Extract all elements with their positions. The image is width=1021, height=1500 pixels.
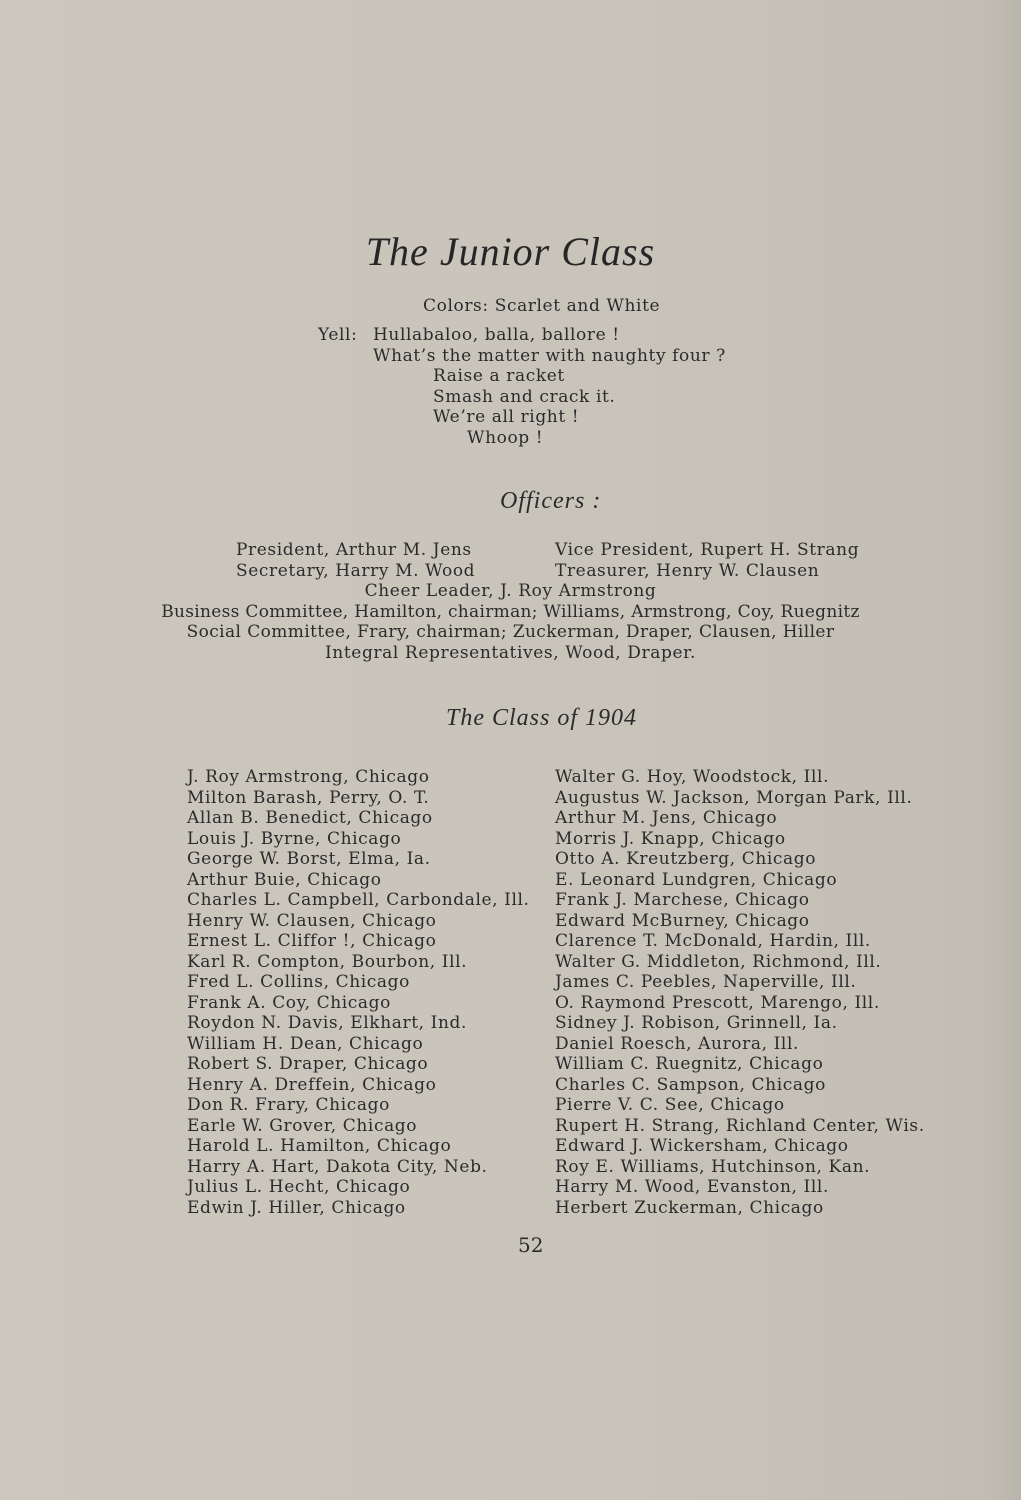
member-name: Roy E. Williams, Hutchinson, Kan. bbox=[555, 1156, 871, 1177]
member-name: Karl R. Compton, Bourbon, Ill. bbox=[187, 951, 468, 972]
member-name: Pierre V. C. See, Chicago bbox=[555, 1095, 785, 1115]
member-name: Edward McBurney, Chicago bbox=[555, 910, 810, 931]
member-name: George W. Borst, Elma, Ia. bbox=[187, 849, 431, 869]
yell-line: Hullabaloo, balla, ballore ! bbox=[373, 325, 620, 345]
member-name: Augustus W. Jackson, Morgan Park, Ill. bbox=[555, 787, 913, 808]
member-name: James C. Peebles, Naperville, Ill. bbox=[555, 972, 857, 992]
member-name: Arthur M. Jens, Chicago bbox=[555, 808, 778, 828]
member-name: William H. Dean, Chicago bbox=[187, 1033, 424, 1054]
officer-treasurer: Treasurer, Henry W. Clausen bbox=[555, 561, 820, 581]
member-name: Julius L. Hecht, Chicago bbox=[187, 1177, 411, 1197]
officer-president: President, Arthur M. Jens bbox=[236, 540, 472, 560]
business-committee: Business Committee, Hamilton, chairman; Williams, Armstrong, Coy, Ruegnitz bbox=[161, 602, 860, 622]
colors-line: Colors: Scarlet and White bbox=[423, 296, 661, 316]
officer-vice-president: Vice President, Rupert H. Strang bbox=[555, 540, 860, 560]
member-name: Fred L. Collins, Chicago bbox=[187, 972, 410, 992]
member-name: O. Raymond Prescott, Marengo, Ill. bbox=[555, 992, 880, 1013]
member-name: Henry W. Clausen, Chicago bbox=[187, 910, 437, 931]
member-name: Charles L. Campbell, Carbondale, Ill. bbox=[187, 890, 530, 910]
member-name: Frank J. Marchese, Chicago bbox=[555, 890, 810, 910]
members-left-column bbox=[187, 767, 530, 1218]
page-number: 52 bbox=[518, 1233, 544, 1257]
member-name: Arthur Buie, Chicago bbox=[187, 869, 382, 890]
member-name: Harold L. Hamilton, Chicago bbox=[187, 1136, 452, 1156]
member-name: Allan B. Benedict, Chicago bbox=[187, 808, 433, 828]
member-name: Edward J. Wickersham, Chicago bbox=[555, 1136, 849, 1156]
member-name: Otto A. Kreutzberg, Chicago bbox=[555, 849, 817, 869]
member-name: Walter G. Middleton, Richmond, Ill. bbox=[555, 951, 882, 972]
member-name: Herbert Zuckerman, Chicago bbox=[555, 1197, 824, 1218]
member-name: Daniel Roesch, Aurora, Ill. bbox=[555, 1033, 799, 1054]
member-name: Harry A. Hart, Dakota City, Neb. bbox=[187, 1156, 488, 1177]
member-name: Henry A. Dreffein, Chicago bbox=[187, 1074, 437, 1095]
yell-line: Whoop ! bbox=[467, 428, 544, 448]
officers-heading: Officers : bbox=[500, 488, 602, 514]
social-committee: Social Committee, Frary, chairman; Zuckerman, Draper, Clausen, Hiller bbox=[186, 622, 835, 642]
class-heading: The Class of 1904 bbox=[446, 705, 638, 731]
yell-line: We’re all right ! bbox=[433, 407, 580, 427]
member-name: E. Leonard Lundgren, Chicago bbox=[555, 869, 838, 890]
member-name: Ernest L. Cliffor !, Chicago bbox=[187, 931, 437, 951]
member-name: Harry M. Wood, Evanston, Ill. bbox=[555, 1177, 829, 1197]
yell-label: Yell: bbox=[318, 325, 358, 345]
member-name: J. Roy Armstrong, Chicago bbox=[187, 767, 430, 787]
member-name: William C. Ruegnitz, Chicago bbox=[555, 1054, 824, 1074]
member-name: Morris J. Knapp, Chicago bbox=[555, 828, 786, 849]
member-name: Milton Barash, Perry, O. T. bbox=[187, 787, 430, 808]
member-name: Don R. Frary, Chicago bbox=[187, 1095, 390, 1115]
yell-line: Raise a racket bbox=[433, 366, 565, 386]
member-name: Clarence T. McDonald, Hardin, Ill. bbox=[555, 931, 871, 951]
member-name: Walter G. Hoy, Woodstock, Ill. bbox=[555, 767, 830, 787]
member-name: Earle W. Grover, Chicago bbox=[187, 1115, 418, 1136]
member-name: Sidney J. Robison, Grinnell, Ia. bbox=[555, 1013, 838, 1033]
yell-line: Smash and crack it. bbox=[433, 387, 616, 407]
member-name: Robert S. Draper, Chicago bbox=[187, 1054, 429, 1074]
members-right-column bbox=[555, 767, 925, 1218]
member-name: Roydon N. Davis, Elkhart, Ind. bbox=[187, 1013, 467, 1033]
member-name: Edwin J. Hiller, Chicago bbox=[187, 1197, 406, 1218]
member-name: Charles C. Sampson, Chicago bbox=[555, 1074, 826, 1095]
member-name: Rupert H. Strang, Richland Center, Wis. bbox=[555, 1115, 925, 1136]
yell-line: What’s the matter with naughty four ? bbox=[373, 346, 726, 366]
member-name: Frank A. Coy, Chicago bbox=[187, 992, 391, 1013]
page-title: The Junior Class bbox=[365, 229, 656, 274]
officer-cheer-leader: Cheer Leader, J. Roy Armstrong bbox=[364, 581, 657, 601]
integral-representatives: Integral Representatives, Wood, Draper. bbox=[324, 643, 696, 663]
officer-secretary: Secretary, Harry M. Wood bbox=[236, 561, 476, 581]
member-name: Louis J. Byrne, Chicago bbox=[187, 828, 402, 849]
